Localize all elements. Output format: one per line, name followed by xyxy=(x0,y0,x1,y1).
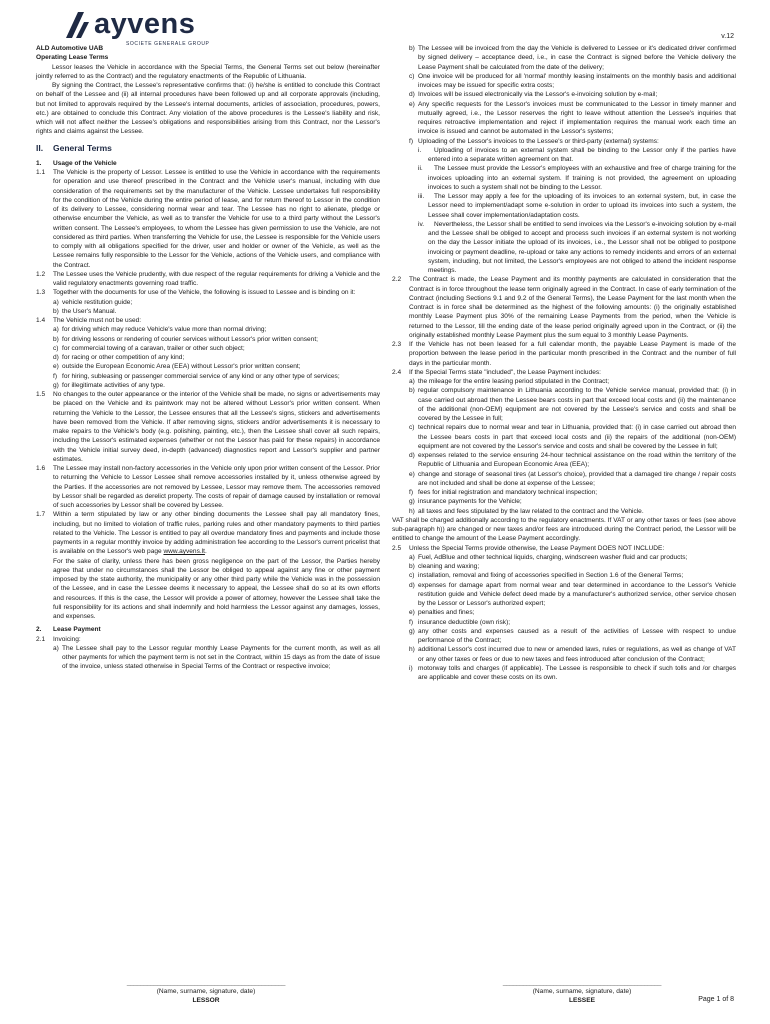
clause-text: If the Special Terms state "included", the Lease Payment includes: xyxy=(409,368,601,376)
clause-2-1-continued xyxy=(392,44,736,275)
clause-2-5 xyxy=(392,544,736,683)
list-item: d) expenses for damage apart from normal wear and tear determined in accordance to the Lessor's Vehicle restitution guide and Vehicle defect deed made by a manufacturer's authorized service, other service chosen by the Lessor or Lessor's authorized expert; xyxy=(409,581,736,607)
list-item: b) the User's Manual. xyxy=(53,307,117,315)
section-heading-general-terms xyxy=(36,144,380,153)
section-number: II. xyxy=(36,142,44,153)
clause-1-4 xyxy=(36,316,380,390)
signature-role-lessor: LESSOR xyxy=(192,997,220,1004)
list-item: d) expenses related to the service ensuring 24-hour technical assistance on the road within the territory of the Republic of Lithuania and European Economic Area (EEA); xyxy=(409,452,736,469)
list-item: b) cleaning and waxing; xyxy=(409,563,480,570)
list-item: d) Invoices will be issued electronically via the Lessor's e-invoicing solution by e-mail; xyxy=(409,91,658,99)
list-item: b) regular compulsory maintenance in Lithuania according to the Vehicle service manual, provided that: (i) in case carried out abroad then the Lessee bears costs in part that exceed local costs and (ii) the maintenance of the additional (non-OEM) equipment are not covered by the Lessee's service and costs and shall be covered by the Lessee in full; xyxy=(409,387,736,422)
logo-tagline: SOCIETE GENERALE GROUP xyxy=(126,41,210,47)
clause-2-4 xyxy=(392,368,736,516)
clause-1-3 xyxy=(36,288,380,316)
clause-number: 2. xyxy=(36,626,42,634)
clause-1-7: 1.7 Within a term stipulated by law or any other binding documents the Lessee shall pay all mandatory fines, including, but no limited to violation of traffic rules, parking rules and other mandatory payments to third parties related to the Vehicle. The Lessor is entitled to pay all overdue mandatory fines and payments and include those payments in a regular monthly invoice by adding administration fee according to the Lessor's current pricelist that is available on the Lessor's web page www.ayvens.lt. For the sake of clarity, unless there has been gross negligence on the part of the Lessor, the Parties hereby agree that under no circumstances shall the Lessor be obliged to appeal against any fine or other payment imposed by the state authority, the municipality or any other third party while the Vehicle was in the possession of the Lessee, and in case the Lessee deems it necessary to appeal, the Lessee shall do so at its own efforts and resources. If this is the case, the Lessor will provide a power of attorney, however the Lessee shall take the full responsibility for its actions and shall indemnify and hold harmless the Lessor against any damages, losses, and expenses. xyxy=(36,511,380,620)
list-item: e) outside the European Economic Area (EEA) without Lessor's prior written consent; xyxy=(53,363,301,371)
company-name: ALD Automotive UAB xyxy=(36,45,104,52)
lessee-signature-block xyxy=(432,978,732,1005)
list-item: f) Uploading of the Lessor's invoices to the Lessee's or third-party (external) systems: i. Uploading of invoices to an external system shall be binding to the Lessor only if the parties have entered into a separate written agreement on that. ii. The Lessee must provide the Lessor's employees with an exhaustive and free of charge training for the invoices uploading into an external system. If training is not provided, the agreement on uploading invoices to such a system shall not be binding to the Lessor. iii. The Lessor may apply a fee for the uploading of its invoices to an external system, but, in case the Lessor need to implement/adapt some e-solution in order to upload its invoices into such a system, the Lessee shall cover implementation/adaptation costs. iv. Nevertheless, the Lessor shall be entitled to send invoices via the Lessor's e-invoicing solution by e-mail and the Lessee shall be obliged to accept and process such invoices if an external system is not working on the day the Lessor initiate the upload of its invoices, i.e., the Lessor shall not be obliged to postpone invoicing or payment deadline, re-upload or take any actions to remedy incidents and errors of an external system, including, but not limited, the Lessor's employees are not obliged to attend the incident response meetings. xyxy=(409,137,736,274)
clause-number: 1.7 xyxy=(36,511,46,519)
signature-role-lessee: LESSEE xyxy=(568,997,596,1004)
clause-number: 1.1 xyxy=(36,169,46,176)
clause-1-2 xyxy=(36,270,380,289)
clause-text-continued: For the sake of clarity, unless there has been gross negligence on the part of the Lessor, the Parties hereby agree that under no circumstances shall the Lessor be obliged to appeal against any fine or other payment imposed by the state authority, the municipality or any other third party while the Vehicle was in the possession of the Lessee, and in case the Lessee deems it necessary to appeal, the Lessee shall do so at its own efforts and resources. If this is the case, the Lessor will provide a power of attorney, however the Lessee shall take the full responsibility for its actions and shall indemnify and hold harmless the Lessor against any damages, losses, and expenses. xyxy=(53,557,380,620)
list-item: h) all taxes and fees stipulated by the law related to the contract and the Vehicle. xyxy=(409,507,644,515)
ayvens-logo xyxy=(34,8,210,47)
list-item: c) installation, removal and fixing of accessories specified in Section 1.6 of the General Terms; xyxy=(409,572,684,580)
clause-1-6 xyxy=(36,464,380,510)
list-item: f) insurance deductible (own risk); xyxy=(409,618,511,626)
clause-heading-2 xyxy=(36,625,380,634)
signature-caption: (Name, surname, signature, date) xyxy=(532,988,632,995)
clause-heading-1 xyxy=(36,159,380,168)
list-item: a) The Lessee shall pay to the Lessor regular monthly Lease Payments for the current month, as well as all other payments for which the payment term is not set in the Contract, within 15 days as from the date of issue of the invoice, unless stated otherwise in Special Terms of the Contract or respective invoice; xyxy=(53,644,380,671)
list-item: i) motorway tolls and charges (if applicable). The Lessee is responsible to check if such tolls and /or charges are applicable and cover these costs on its own. xyxy=(409,664,736,681)
document-title: Operating Lease Terms xyxy=(36,54,109,62)
clause-text: Unless the Special Terms provide otherwise, the Lease Payment DOES NOT INCLUDE: xyxy=(409,544,665,552)
clause-text: The Lessee may install non-factory accessories in the Vehicle only upon prior written consent of the Lessor. Prior to returning the Vehicle to Lessor Lessee shall remove accessories installed by it, unless otherwise agreed by the Parties. If the accessories are not removed by Lessee, Lessor may remove them. The accessories removed by Lessor shall be regarded as derelict property. The costs of repair of damage caused by installation or removal of such accessories by Lessor shall be covered by Lessee. xyxy=(53,465,380,509)
document-version: v.12 xyxy=(721,33,734,40)
intro-paragraph-2: By signing the Contract, the Lessee's representative confirms that: (i) he/she is entitled to conclude this Contract on behalf of the Lessee and (ii) all internal procedures have been followed up and all corporate approvals (including, but not limited to approvals required by the Lessee's internal documents, articles of association, procedures, powers, etc.) are obtained to conclude this Contract. Any violation of the above procedures is the Lessee's liability and risk, which will not affect neither the Lessee's obligations and responsibilities arising from this Contract, nor the Lessor's rights and claims against the Lessee. xyxy=(36,82,380,136)
page-number: Page 1 of 8 xyxy=(698,996,734,1003)
logo-wordmark: ayvens xyxy=(94,8,196,40)
clause-number: 1.4 xyxy=(36,317,46,324)
clause-2-1 xyxy=(36,635,380,672)
clause-text: The Vehicle is the property of Lessor. Lessee is entitled to use the Vehicle in accordance with the requirements for operation and use thereof prescribed in the Contract and the Vehicle user's manual, including with due consideration of the requirements set by the manufacturer of the Vehicle. Lessee undertakes full responsibility for the condition of the Vehicle during the entire period of lease, and for return thereof to Lessor in the condition of its delivery to Lessee, considering normal wear and tear. The Lessee has no right to alienate, pledge or otherwise encumber the Vehicle, as well as to transfer the Vehicle for use to a third party without the Lessor's written consent. The Lessee's employees, to whom the Lessee has given permission to use the Vehicle, are not considered as third parties. When transferring the Vehicle for use, the Lessee is responsible for the Vehicle users to comply with all obligations specified for the driver, user and holder or owner of the Vehicle, as well as the Lessee remains fully responsible to the Lessor for the Vehicle, actions of the Vehicle users, and compliance with the Contract. xyxy=(53,169,380,269)
clause-number: 2.5 xyxy=(392,544,402,552)
ayvens-logo-mark-icon xyxy=(64,10,92,40)
clause-number: 1. xyxy=(36,159,42,167)
clause-text: If the Vehicle has not been leased for a full calendar month, the payable Lease Payment is made of the proportion between the lease period in the particular month prescribed in the Contract and the number of full days in the particular month. xyxy=(409,341,736,367)
list-item: b) for driving lessons or rendering of courier services without Lessor's prior written consent; xyxy=(53,335,318,343)
list-item: c) technical repairs due to normal wear and tear in Lithuania, provided that: (i) in case carried out abroad then the Lessee bears costs in part that exceed local costs and (ii) the repairs of the additional (non-OEM) equipment are not covered by the Lessor's service and costs and shall be covered by the Lessee in full; xyxy=(409,424,736,450)
signature-line: _______________________________________________ xyxy=(126,979,286,986)
list-item: d) for racing or other competition of any kind; xyxy=(53,354,185,361)
list-item: e) change and storage of seasonal tires (at Lessor's choice), provided that a damaged tire change / repair costs are not included and shall be done at expense of the Lessee; xyxy=(409,470,736,487)
list-item: a) Fuel, AdBlue and other technical liquids, charging, windscreen washer fluid and car products; xyxy=(409,553,688,561)
list-item: e) Any specific requests for the Lessor's invoices must be communicated to the Lessor in timely manner and mutually agreed, i.e., the Lessor reserves the right to leave without attention the Lessee's inquiries that requires retroactive implementation and reject if implementation requires the manual work each time an invoice is issued and cannot be automated in the Lessor's systems; xyxy=(409,100,736,136)
list-item: a) for driving which may reduce Vehicle's value more than normal driving; xyxy=(53,326,267,334)
clause-number: 1.2 xyxy=(36,270,46,278)
clause-number: 1.5 xyxy=(36,391,46,398)
clause-title: Lease Payment xyxy=(53,626,101,634)
list-item: ii. The Lessee must provide the Lessor's employees with an exhaustive and free of charge training for the invoices uploading into an external system. If training is not provided, the agreement on uploading invoices to such a system shall not be binding to the Lessor. xyxy=(418,165,736,191)
clause-text: The Vehicle must not be used: xyxy=(53,317,142,324)
list-item: f) for hiring, subleasing or passenger commercial service of any kind or any other type of services; xyxy=(53,372,340,380)
clause-number: 2.4 xyxy=(392,368,402,376)
ayvens-website-link[interactable]: www.ayvens.lt xyxy=(163,548,205,556)
clause-2-2 xyxy=(392,275,736,340)
clause-text: Together with the documents for use of the Vehicle, the following is issued to Lessee and is binding on it: xyxy=(53,289,356,297)
section-title: General Terms xyxy=(53,142,112,153)
clause-1-5 xyxy=(36,390,380,464)
clause-text: Invoicing: xyxy=(53,635,81,643)
list-item: a) vehicle restitution guide; xyxy=(53,298,133,306)
intro-paragraph-1: Lessor leases the Vehicle in accordance with the Special Terms, the General Terms set out below (hereinafter jointly referred to as the Contract) and the regulatory enactments of the Republic of Lithuania. xyxy=(36,63,380,80)
clause-title: Usage of the Vehicle xyxy=(53,159,117,167)
list-item: iii. The Lessor may apply a fee for the uploading of its invoices to an external system, but, in case the Lessor need to implement/adapt some e-solution in order to upload its invoices into such a system, the Lessee shall cover implementation/adaptation costs. xyxy=(418,193,736,219)
clause-1-1 xyxy=(36,168,380,270)
clause-number: 1.3 xyxy=(36,289,46,297)
clause-number: 2.2 xyxy=(392,276,402,284)
list-item: c) for commercial towing of a caravan, trailer or other such object; xyxy=(53,344,245,352)
signature-caption: (Name, surname, signature, date) xyxy=(156,988,256,995)
list-item: a) the mileage for the entire leasing period stipulated in the Contract; xyxy=(409,378,610,385)
vat-paragraph: VAT shall be charged additionally according to the regulatory enactments. If VAT or any other taxes or fees (see above sub-paragraph h)) are changed or new taxes and/or fees are introduced during the Contract period, the Lessor will be entitled to change the amount of the Lease Payment accordingly. xyxy=(392,516,736,543)
list-item: g) insurance payments for the Vehicle; xyxy=(409,498,522,506)
list-item: h) additional Lessor's cost incurred due to new or amended laws, rules or regulations, as well as change of VAT or any other taxes or fees or due to new taxes and fees introduced after conclusion of the Contract; xyxy=(409,646,736,663)
list-item: b) The Lessee will be invoiced from the day the Vehicle is delivered to Lessee or it's dedicated driver confirmed by signed delivery – acceptance deed, i.e., in case the Contract is signed before the Vehicle delivery the Lease Payment shall be calculated from the date of the delivery; xyxy=(409,45,736,71)
right-column xyxy=(392,44,736,682)
list-item: e) penalties and fines; xyxy=(409,609,475,617)
clause-text: No changes to the outer appearance or the interior of the Vehicle shall be made, no signs or advertisements may be placed on the Vehicle and its paintwork may not be altered without Lessor's prior written consent. When returning the Vehicle to the Lessor, the Lessee ensures that all the Lessee's signs, stickers and advertisements have been removed from the Vehicle. If after removing signs, stickers and/or advertisements it is necessary to make repairs to the Vehicle's body (e.g. polishing, painting, etc.), then the Lessee shall cover all such repairs, including the Lessor's estimated expenses (whether or not the Lessor has paid for these repairs) in accordance with the Vehicle initial survey deed, in-depth (advanced) diagnostics report and Lessor's supplier and partner estimates. xyxy=(53,391,380,463)
list-item: c) One invoice will be produced for all 'normal' monthly leasing instalments on the monthly basis and additional invoices may be issued for specific extra costs; xyxy=(409,72,736,89)
clause-2-3 xyxy=(392,340,736,368)
clause-text: Within a term stipulated by law or any other binding documents the Lessee shall pay all mandatory fines, including, but no limited to violation of traffic rules, parking rules and other mandatory payments to third parties related to the Vehicle. The Lessor is entitled to pay all overdue mandatory fines and payments and include those payments in a regular monthly invoice by adding administration fee according to the Lessor's current pricelist that is available on the Lessor's web page xyxy=(53,511,380,556)
clause-number: 2.1 xyxy=(36,635,46,643)
clause-text: The Lessee uses the Vehicle prudently, with due respect of the regular requirements for driving a Vehicle and the valid regulatory enactments governing road traffic. xyxy=(53,270,380,287)
lessor-signature-block xyxy=(56,978,356,1005)
clause-number: 1.6 xyxy=(36,465,46,472)
list-item: f) fees for initial registration and mandatory technical inspection; xyxy=(409,489,598,496)
clause-text: The Contract is made, the Lease Payment and its monthly payments are calculated in consideration that the Contract is in force throughout the lease term originally agreed in the Contract. In case of early termination of the Contract (including Sections 9.1 and 9.2 of the General Terms), the Lease Payment for the last month when the Contract is in force shall be determined as the highest of the following amounts: (i) the originally established monthly Lease Payment plus 30% of the remaining Lease Payments from the period, when the Vehicle is returned to the Lessor, till the ending date of the lease period originally agreed upon in the Contract, or (ii) the originally established monthly Lease Payment plus the sum equal to 3 monthly Lease Payments. xyxy=(409,276,736,339)
list-item: iv. Nevertheless, the Lessor shall be entitled to send invoices via the Lessor's e-invoicing solution by e-mail and the Lessee shall be obliged to accept and process such invoices if an external system is not working on the day the Lessor initiate the upload of its invoices, i.e., the Lessor shall not be obliged to postpone invoicing or payment deadline, re-upload or take any actions to remedy incidents and errors of an external system, including, but not limited, the Lessor's employees are not obliged to attend the incident response meetings. xyxy=(418,220,736,274)
list-item: g) any other costs and expenses caused as a result of the activities of Lessee with respect to undue performance of the Contract; xyxy=(409,627,736,644)
signature-line: _______________________________________________ xyxy=(502,979,662,986)
list-item: g) for illegitimate activities of any type. xyxy=(53,381,165,389)
list-item: i. Uploading of invoices to an external system shall be binding to the Lessor only if the parties have entered into a separate written agreement on that. xyxy=(418,146,736,163)
clause-number: 2.3 xyxy=(392,341,402,348)
left-column xyxy=(36,44,380,672)
